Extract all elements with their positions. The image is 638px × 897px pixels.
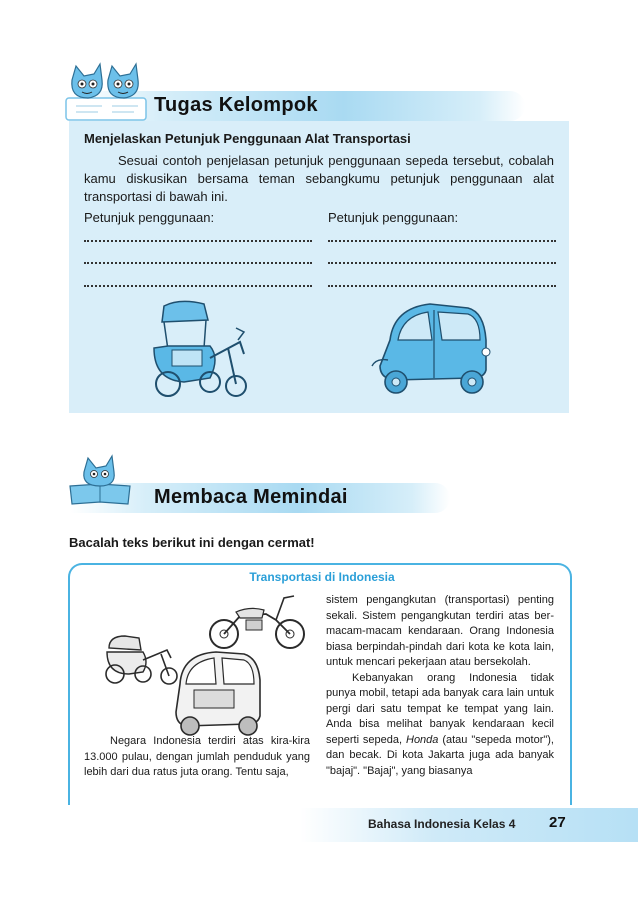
mascot-cats-icon	[62, 62, 152, 124]
reading-instruction: Bacalah teks berikut ini dengan cermat!	[69, 535, 315, 550]
answer-line[interactable]	[328, 240, 556, 242]
answer-line[interactable]	[84, 285, 312, 287]
section-title-membaca: Membaca Memindai	[154, 486, 348, 508]
bajaj-small-illustration-icon	[170, 650, 266, 738]
left-answer-label: Petunjuk penggunaan:	[84, 210, 215, 225]
task-paragraph: Sesuai contoh penjelasan petunjuk penggunaan sepeda tersebut, cobalah kamu diskusikan bersama teman sebangkumu petunjuk penggunaan alat transportasi di bawah ini.	[84, 153, 554, 204]
footer-book-title: Bahasa Indonesia Kelas 4	[368, 817, 516, 831]
task-heading: Menjelaskan Petunjuk Penggunaan Alat Transportasi	[84, 131, 411, 146]
page-number: 27	[549, 814, 566, 831]
motorcycle-illustration-icon	[206, 590, 308, 652]
right-answer-label: Petunjuk penggunaan:	[328, 210, 459, 225]
article-right-paragraph-1: sistem pengangkutan (transportasi) penting sekali. Sistem pengangkutan terdiri atas ber-macam-macam kendaraan. Orang Indonesia biasa berpindah-pindah dari kota ke kota lain, untuk mencari pekerjaan atau bersekolah.	[326, 594, 554, 668]
article-right-paragraph-2	[326, 671, 554, 780]
article-emphasis-honda: Honda	[406, 733, 439, 746]
mascot-reading-icon	[66, 456, 136, 506]
answer-line[interactable]	[84, 262, 312, 264]
answer-line[interactable]	[328, 262, 556, 264]
bajaj-illustration-icon	[372, 300, 498, 398]
article-text-segment: Kebanyakan orang Indonesia tidak punya mobil, tetapi ada banyak cara lain untuk pergi dari satu tempat ke tempat yang lain. Anda bisa melihat banyak kendaraan kecil seperti sepeda,	[326, 671, 554, 746]
article-right-column	[326, 593, 554, 779]
article-left-column	[84, 734, 310, 781]
article-text-segment: (atau "sepeda motor"), dan becak. Di kota Jakarta juga ada banyak "bajaj". "Bajaj", yang biasanya	[326, 733, 554, 777]
article-left-paragraph: Negara Indonesia terdiri atas kira-kira 13.000 pulau, dengan jumlah penduduk yang lebih dari dua ratus juta orang. Tentu saja,	[84, 735, 310, 778]
becak-illustration-icon	[144, 298, 256, 400]
section-title-tugas: Tugas Kelompok	[154, 94, 318, 116]
article-title: Transportasi di Indonesia	[249, 570, 395, 584]
answer-line[interactable]	[84, 240, 312, 242]
answer-line[interactable]	[328, 285, 556, 287]
